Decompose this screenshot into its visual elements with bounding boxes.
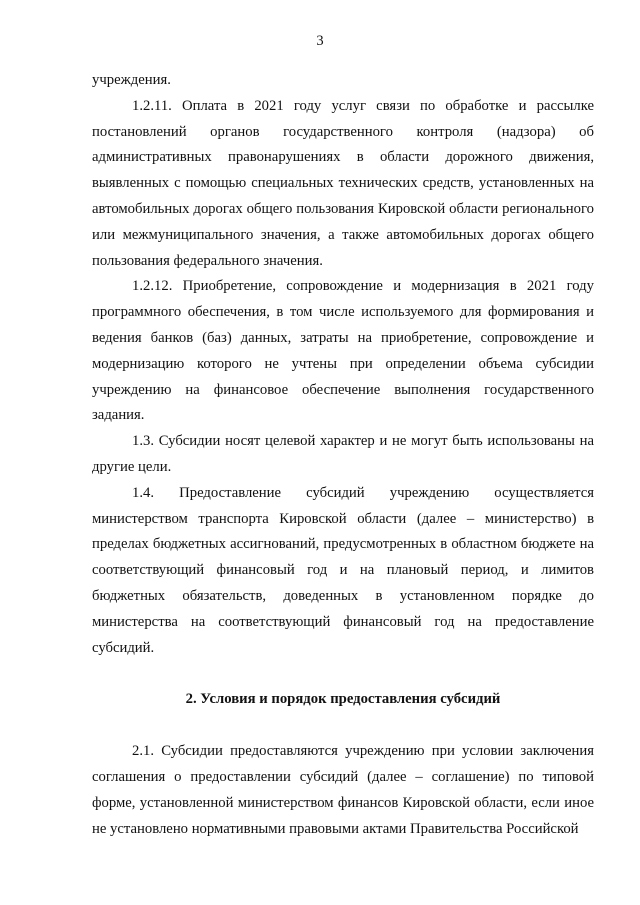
paragraph-1-2-11: 1.2.11. Оплата в 2021 году услуг связи по обработке и рассылке постановлений органов государственного контроля (надзора) об административных правонарушениях в области дорожного движения, выявленных с помощью специальных технических средств, установленных на автомобильных дорогах общего пользования Кировской области регионального или межмуниципального значения, а также автомобильных дорогах общего пользования федерального значения.: [92, 97, 594, 269]
paragraph-1-3: 1.3. Субсидии носят целевой характер и не могут быть использованы на другие цели.: [92, 433, 594, 475]
document-body: [92, 68, 594, 842]
paragraph-continuation: учреждения.: [92, 72, 171, 88]
paragraph-1-2-12: 1.2.12. Приобретение, сопровождение и модернизация в 2021 году программного обеспечения, в том числе используемого для формирования и ведения банков (баз) данных, затраты на приобретение, сопровождение и модернизацию которого не учтены при определении объема субсидии учреждению на финансовое обеспечение выполнения государственного задания.: [92, 278, 594, 424]
section-heading: 2. Условия и порядок предоставления субсидий: [185, 691, 501, 708]
paragraph-1-4: 1.4. Предоставление субсидий учреждению осуществляется министерством транспорта Кировской области (далее – министерство) в пределах бюджетных ассигнований, предусмотренных в областном бюджете на соответствующий финансовый год и на плановый период, и лимитов бюджетных обязательств, доведенных в установленном порядке до министерства на соответствующий финансовый год на предоставление субсидий.: [92, 484, 594, 656]
paragraph-2-1: 2.1. Субсидии предоставляются учреждению при условии заключения соглашения о предоставлении субсидий (далее – соглашение) по типовой форме, установленной министерством финансов Кировской области, если иное не установлено нормативными правовыми актами Правительства Российской: [92, 743, 594, 837]
page-number: 3: [316, 33, 324, 49]
